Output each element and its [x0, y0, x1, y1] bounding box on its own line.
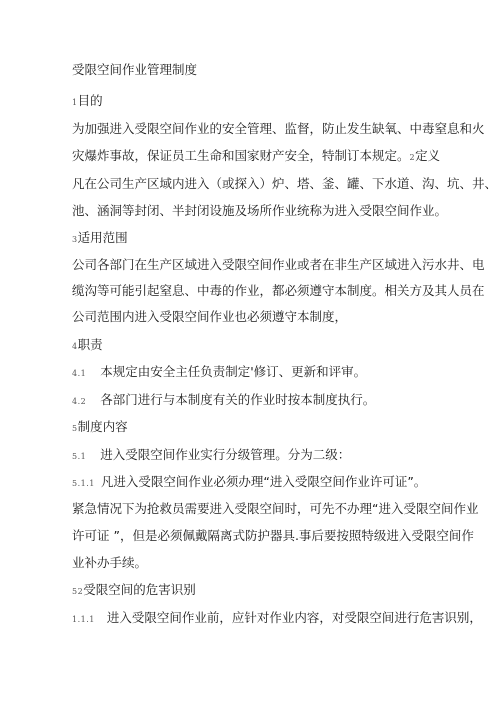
- paragraph-line: 公司各部门在生产区域进入受限空间作业或者在非生产区域进入污水井、电: [72, 257, 485, 272]
- paragraph-line: 为加强进入受限空间作业的安全管理、监督，防止发生缺氧、中毒窒息和火: [72, 121, 485, 136]
- section-3-heading: [72, 230, 128, 248]
- item-number: 4.1: [72, 369, 87, 378]
- section-title: 制度内容: [77, 419, 128, 434]
- section-title: 适用范围: [77, 230, 128, 245]
- paragraph-line: 缆沟等可能引起窒息、中毒的作业，都必须遵守本制度。相关方及其人员在: [72, 283, 485, 298]
- item-text: 进入受限空间作业实行分级管理。分为二级：: [100, 447, 351, 462]
- list-item: [72, 447, 350, 465]
- section-number: 3: [72, 235, 78, 244]
- list-item: [72, 392, 375, 410]
- paragraph-line: 许可证 ”，但是必须佩戴隔离式防护器具.事后要按照特级进入受限空间作: [72, 528, 474, 543]
- paragraph-text: 灾爆炸事故，保证员工生命和国家财产安全，特制订本规定。: [72, 148, 410, 163]
- document-title: 受限空间作业管理制度: [72, 62, 198, 77]
- list-item: [72, 474, 426, 492]
- paragraph-line: 业补办手续。: [72, 555, 148, 570]
- item-text: 各部门进行与本制度有关的作业时按本制度执行。: [100, 392, 376, 407]
- section-1-heading: [72, 93, 103, 111]
- paragraph-line: 公司范围内进入受限空间作业也必须遵守本制度，: [72, 309, 348, 324]
- section-number: 1: [72, 98, 78, 107]
- section-number: 52: [72, 587, 84, 596]
- item-text: 本规定由安全主任负责制定'修订、更新和评审。: [100, 364, 367, 379]
- list-item: [72, 364, 366, 382]
- list-item: [72, 610, 482, 628]
- item-number: 5.1.1: [72, 479, 95, 488]
- item-text: 进入受限空间作业前，应针对作业内容，对受限空间进行危害识别，: [106, 610, 482, 625]
- paragraph-line: 紧急情况下为抢救员需要进入受限空间时，可先不办理“进入受限空间作业: [72, 501, 479, 516]
- paragraph-line: 池、涵洞等封闭、半封闭设施及场所作业统称为进入受限空间作业。: [72, 203, 448, 218]
- section-4-heading: [72, 337, 103, 355]
- section-5-heading: [72, 419, 128, 437]
- section-5-2-heading: [72, 582, 196, 600]
- item-number: 4.2: [72, 397, 87, 406]
- section-title: 受限空间的危害识别: [83, 582, 196, 597]
- item-text: 凡进入受限空间作业必须办理“进入受限空间作业许可证”。: [100, 474, 427, 489]
- section-title: 职责: [77, 337, 103, 352]
- item-number: 1.1.1: [72, 615, 95, 624]
- section-title: 定义: [415, 148, 441, 163]
- section-title: 目的: [77, 93, 103, 108]
- section-number: 4: [72, 342, 78, 351]
- item-number: 5.1: [72, 452, 87, 461]
- section-number: 5: [72, 424, 78, 433]
- paragraph-line: [72, 148, 440, 166]
- section-number: 2: [409, 153, 416, 162]
- paragraph-line: 凡在公司生产区域内进入（或探入）炉、塔、釜、罐、下水道、沟、坑、井、: [72, 176, 498, 191]
